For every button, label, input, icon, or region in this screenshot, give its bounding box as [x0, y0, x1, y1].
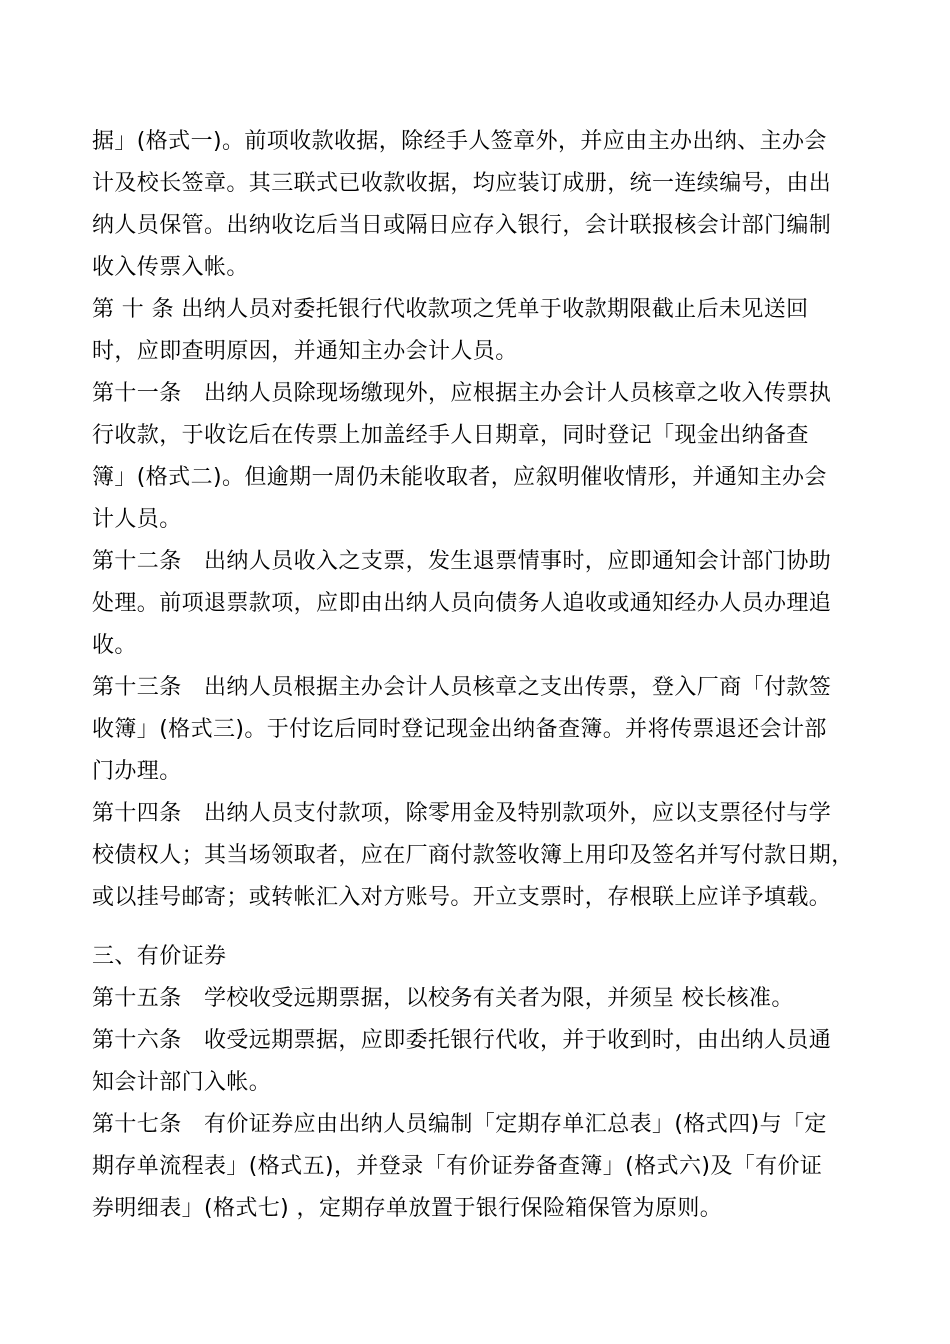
- text-line: 计及校长签章。其三联式已收款收据，均应装订成册，统一连续编号，由出: [92, 171, 832, 196]
- article-16: 第十六条 收受远期票据，应即委托银行代收，并于收到时，由出纳人员通: [92, 1028, 832, 1053]
- article-12: 第十二条 出纳人员收入之支票，发生退票情事时，应即通知会计部门协助: [92, 549, 832, 574]
- article-13: 第十三条 出纳人员根据主办会计人员核章之支出传票，登入厂商「付款签: [92, 675, 832, 700]
- text-line: 行收款，于收讫后在传票上加盖经手人日期章，同时登记「现金出纳备查: [92, 423, 809, 448]
- text-line: 计人员。: [92, 507, 182, 532]
- text-line: 收入传票入帐。: [92, 255, 249, 280]
- document-body: [92, 121, 852, 1230]
- article-17: 第十七条 有价证券应由出纳人员编制「定期存单汇总表」(格式四)与「定: [92, 1112, 827, 1137]
- article-15: 第十五条 学校收受远期票据，以校务有关者为限，并须呈 校长核准。: [92, 986, 794, 1011]
- text-line: 知会计部门入帐。: [92, 1070, 272, 1095]
- text-line: 收。: [92, 633, 137, 658]
- text-line: 收簿」(格式三)。于付讫后同时登记现金出纳备查簿。并将传票退还会计部: [92, 717, 827, 742]
- text-line: 券明细表」(格式七) ，定期存单放置于银行保险箱保管为原则。: [92, 1196, 723, 1221]
- article-14: 第十四条 出纳人员支付款项，除零用金及特别款项外，应以支票径付与学: [92, 801, 832, 826]
- text-line: 或以挂号邮寄；或转帐汇入对方账号。开立支票时，存根联上应详予填载。: [92, 885, 832, 910]
- article-11: 第十一条 出纳人员除现场缴现外，应根据主办会计人员核章之收入传票执: [92, 381, 832, 406]
- section-gap: [92, 919, 852, 936]
- text-line: 据」(格式一)。前项收款收据，除经手人签章外，并应由主办出纳、主办会: [92, 129, 827, 154]
- text-line: 簿」(格式二)。但逾期一周仍未能收取者，应叙明催收情形，并通知主办会: [92, 465, 827, 490]
- text-line: 纳人员保管。出纳收讫后当日或隔日应存入银行，会计联报核会计部门编制: [92, 213, 832, 238]
- article-10: 第 十 条 出纳人员对委托银行代收款项之凭单于收款期限截止后未见送回: [92, 297, 809, 322]
- text-line: 校债权人；其当场领取者，应在厂商付款签收簿上用印及签名并写付款日期，: [92, 843, 854, 868]
- section-heading: 三、有价证券: [92, 944, 227, 969]
- text-line: 门办理。: [92, 759, 182, 784]
- text-line: 处理。前项退票款项，应即由出纳人员向债务人追收或通知经办人员办理追: [92, 591, 832, 616]
- text-line: 期存单流程表」(格式五)，并登录「有价证券备查簿」(格式六)及「有价证: [92, 1154, 823, 1179]
- text-line: 时，应即查明原因，并通知主办会计人员。: [92, 339, 518, 364]
